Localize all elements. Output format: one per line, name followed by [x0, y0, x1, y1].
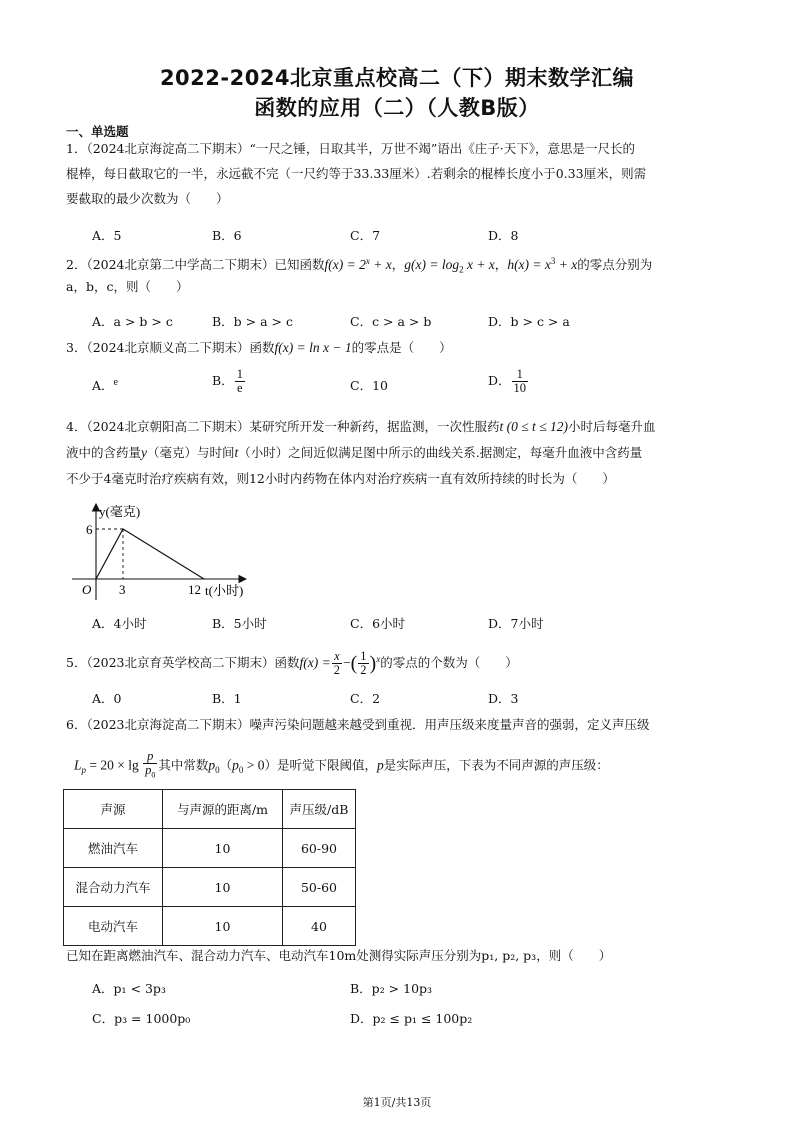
q6-formula-den: p	[145, 763, 152, 777]
q6-formula-frac	[143, 750, 157, 782]
q5-frac-half	[358, 650, 368, 677]
q5-frac-x2-den: 2	[333, 663, 340, 678]
q5-frac-x2	[332, 650, 342, 677]
q6-formula-num: p	[143, 750, 157, 764]
table-row	[64, 829, 356, 868]
q1-line3: 要截取的最少次数为（ ）	[66, 191, 229, 206]
q2-func-f-exp: x	[365, 256, 370, 266]
q3-option-d	[488, 368, 529, 395]
q6-option-c: C．p₃ = 1000p₀	[92, 1011, 191, 1026]
q6-p: p	[377, 757, 384, 773]
q5-frac-x2-num: x	[332, 650, 342, 664]
q4-graph-tick-x-12: 12	[188, 582, 201, 597]
q3-option-d-fraction	[512, 368, 529, 395]
q6-option-d: D．p₂ ≤ p₁ ≤ 100p₂	[350, 1011, 473, 1026]
table-header-row	[64, 790, 356, 829]
q5-minus: −	[342, 655, 351, 671]
q5-frac-half-den: 2	[360, 663, 367, 678]
q4-line2-suffix: （小时）之间近似满足图中所示的曲线关系.据测定，每毫升血液中含药量	[238, 445, 643, 460]
q4-line2-mid: （毫克）与时间	[147, 445, 235, 460]
q4-graph-x-label: t(小时)	[205, 583, 244, 598]
q5-line1: 5．（2023北京育英学校高二下期末）函数f(x) = $\frac{x}{2}$ −( $\frac{1}{2}$ )$^x$的零点的个数为（ ）	[66, 649, 518, 678]
q3-line1	[66, 337, 452, 359]
table-cell: 10	[163, 907, 283, 946]
q4-graph-origin: O	[82, 582, 92, 597]
q2-func-f: f(x) = 2	[324, 257, 366, 273]
q5-suffix: 的零点的个数为（ ）	[380, 655, 518, 671]
q3-option-b	[212, 368, 246, 395]
q5-option-c: C．2	[350, 691, 381, 706]
q6-line2-b: ）是听觉下限阈值，	[264, 757, 378, 773]
q5-exponent: x	[376, 654, 381, 664]
q2-sep2: ，	[494, 257, 508, 273]
table-cell: 50-60	[283, 868, 356, 907]
page-footer: 第1页/共13页	[362, 1096, 432, 1109]
q2-func-g: g(x) = log	[404, 257, 460, 273]
table-header-cell: 与声源的距离/m	[163, 790, 283, 829]
q6-line2	[74, 750, 609, 782]
q6-p0-sub: 0	[215, 764, 220, 775]
q2-suffix: 的零点分别为	[577, 257, 653, 273]
q3-suffix: 的零点是（ ）	[351, 340, 452, 355]
q4-line1	[66, 416, 655, 438]
q3-option-b-num: 1	[236, 367, 243, 381]
q1-option-c: C．7	[350, 228, 381, 243]
q2-func-h-exp: 3	[550, 256, 556, 266]
q6-formula-den-sub: 0	[151, 770, 156, 780]
q3-option-c: C．10	[350, 378, 388, 393]
q2-option-a: A．a > b > c	[92, 314, 173, 329]
q6-formula-lhs: L	[74, 757, 82, 773]
q2-option-d: D．b > c > a	[488, 314, 570, 329]
table-cell: 混合动力汽车	[64, 868, 163, 907]
q4-graph-curve	[96, 529, 204, 579]
q3-option-b-label: B．	[212, 373, 234, 388]
q2-line2: a，b，c，则（ ）	[66, 279, 189, 294]
q5-option-b: B．1	[212, 691, 242, 706]
table-cell: 40	[283, 907, 356, 946]
q6-table	[63, 789, 356, 946]
q3-func: f(x) = ln x − 1	[274, 340, 352, 355]
q6-line2-a: 其中常数	[158, 757, 209, 773]
q1-option-b: B．6	[212, 228, 242, 243]
q4-line2-prefix: 液中的含药量	[66, 445, 142, 460]
q1-option-d: D．8	[488, 228, 519, 243]
page-subtitle: 函数的应用（二）（人教B版）	[254, 96, 540, 120]
q4-option-b: B．5小时	[212, 616, 267, 631]
q6-paren-open: （	[219, 757, 233, 773]
q3-option-d-den: 10	[513, 381, 527, 395]
q5-option-d: D．3	[488, 691, 519, 706]
table-cell: 电动汽车	[64, 907, 163, 946]
page-title: 2022-2024北京重点校高二（下）期末数学汇编	[159, 66, 635, 90]
table-cell: 60-90	[283, 829, 356, 868]
table-row	[64, 868, 356, 907]
q4-line3: 不少于4毫克时治疗疾病有效，则12小时内药物在体内对治疗疾病一直有效所持续的时长为（ ）	[66, 471, 615, 486]
q2-func-f-tail: + x	[369, 257, 392, 273]
q4-line1-math: t (0 ≤ t ≤ 12)	[499, 419, 568, 434]
section-heading: 一、单选题	[66, 124, 129, 139]
q4-graph-y-label: y(毫克)	[99, 504, 141, 519]
q6-formula-mid: = 20 × lg	[86, 757, 143, 773]
q2-option-b: B．b > a > c	[212, 314, 293, 329]
q3-prefix: 3．（2024北京顺义高二下期末）函数	[66, 340, 275, 355]
q4-line1-suffix: 小时后每毫升血	[567, 419, 656, 434]
q4-option-c: C．6小时	[350, 616, 406, 631]
q4-line2	[66, 442, 642, 464]
q4-graph-tick-x-3: 3	[119, 582, 126, 597]
q3-option-b-fraction	[235, 368, 245, 395]
q2-func-h-tail: + x	[555, 257, 578, 273]
table-header-cell: 声源	[64, 790, 163, 829]
q4-var-t: t	[234, 445, 239, 460]
q3-option-a-label: A．	[92, 378, 114, 393]
q1-option-a: A．5	[92, 228, 122, 243]
q2-func-h: h(x) = x	[507, 257, 551, 273]
q2-sep1: ，	[391, 257, 405, 273]
q6-p0-cond-sub: 0	[238, 764, 244, 775]
q4-line1-prefix: 4．（2024北京朝阳高二下期末）某研究所开发一种新药，据监测，一次性服药	[66, 419, 500, 434]
table-cell: 10	[163, 829, 283, 868]
q1-line1: 1．（2024北京海淀高二下期末）“一尺之锤，日取其半，万世不竭”语出《庄子·天下》，意思是一尺长的	[66, 141, 636, 156]
q6-p0: p	[208, 757, 216, 773]
q5-frac-half-num: 1	[360, 649, 367, 664]
q3-option-a-value: e	[113, 376, 118, 388]
q4-graph-tick-y-6: 6	[86, 522, 93, 537]
q4-graph	[66, 500, 256, 605]
q2-option-c: C．c > a > b	[350, 314, 432, 329]
q5-func-lhs: f(x) =	[299, 655, 331, 671]
q6-formula-lhs-sub: p	[81, 764, 87, 775]
q3-option-d-num: 1	[512, 368, 529, 382]
q3-option-d-label: D．	[488, 373, 511, 388]
q2-func-g-tail: x + x	[463, 257, 495, 273]
q6-cond: > 0	[243, 757, 265, 773]
q3-option-b-den: e	[237, 381, 243, 395]
q6-option-b: B．p₂ > 10p₃	[350, 981, 433, 996]
table-row	[64, 907, 356, 946]
q6-option-a: A．p₁ < 3p₃	[92, 981, 166, 996]
q3-option-a	[92, 376, 118, 394]
q6-line1: 6．（2023北京海淀高二下期末）噪声污染问题越来越受到重视．用声压级来度量声音的强弱，定义声压级	[66, 717, 650, 732]
q2-prefix: 2．（2024北京第二中学高二下期末）已知函数	[66, 257, 325, 273]
q1-line2: 棍棒，每日截取它的一半，永远截不完（一尺约等于33.33厘米）.若剩余的棍棒长度小于0.33厘米，则需	[66, 166, 647, 181]
table-cell: 燃油汽车	[64, 829, 163, 868]
q4-option-d: D．7小时	[488, 616, 544, 631]
q4-option-a: A．4小时	[92, 616, 147, 631]
table-header-cell: 声压级/dB	[283, 790, 356, 829]
q6-line3: 已知在距离燃油汽车、混合动力汽车、电动汽车10m处测得实际声压分别为p₁, p₂, p₃，则（ ）	[66, 948, 612, 963]
q6-p0-cond: p	[232, 757, 239, 773]
q6-line2-c: 是实际声压，下表为不同声源的声压级：	[383, 757, 609, 773]
q2-func-g-sub: 2	[459, 264, 464, 275]
q4-var-y: y	[141, 445, 148, 460]
table-cell: 10	[163, 868, 283, 907]
q5-prefix: 5．（2023北京育英学校高二下期末）函数	[66, 655, 300, 671]
q5-option-a: A．0	[92, 691, 122, 706]
